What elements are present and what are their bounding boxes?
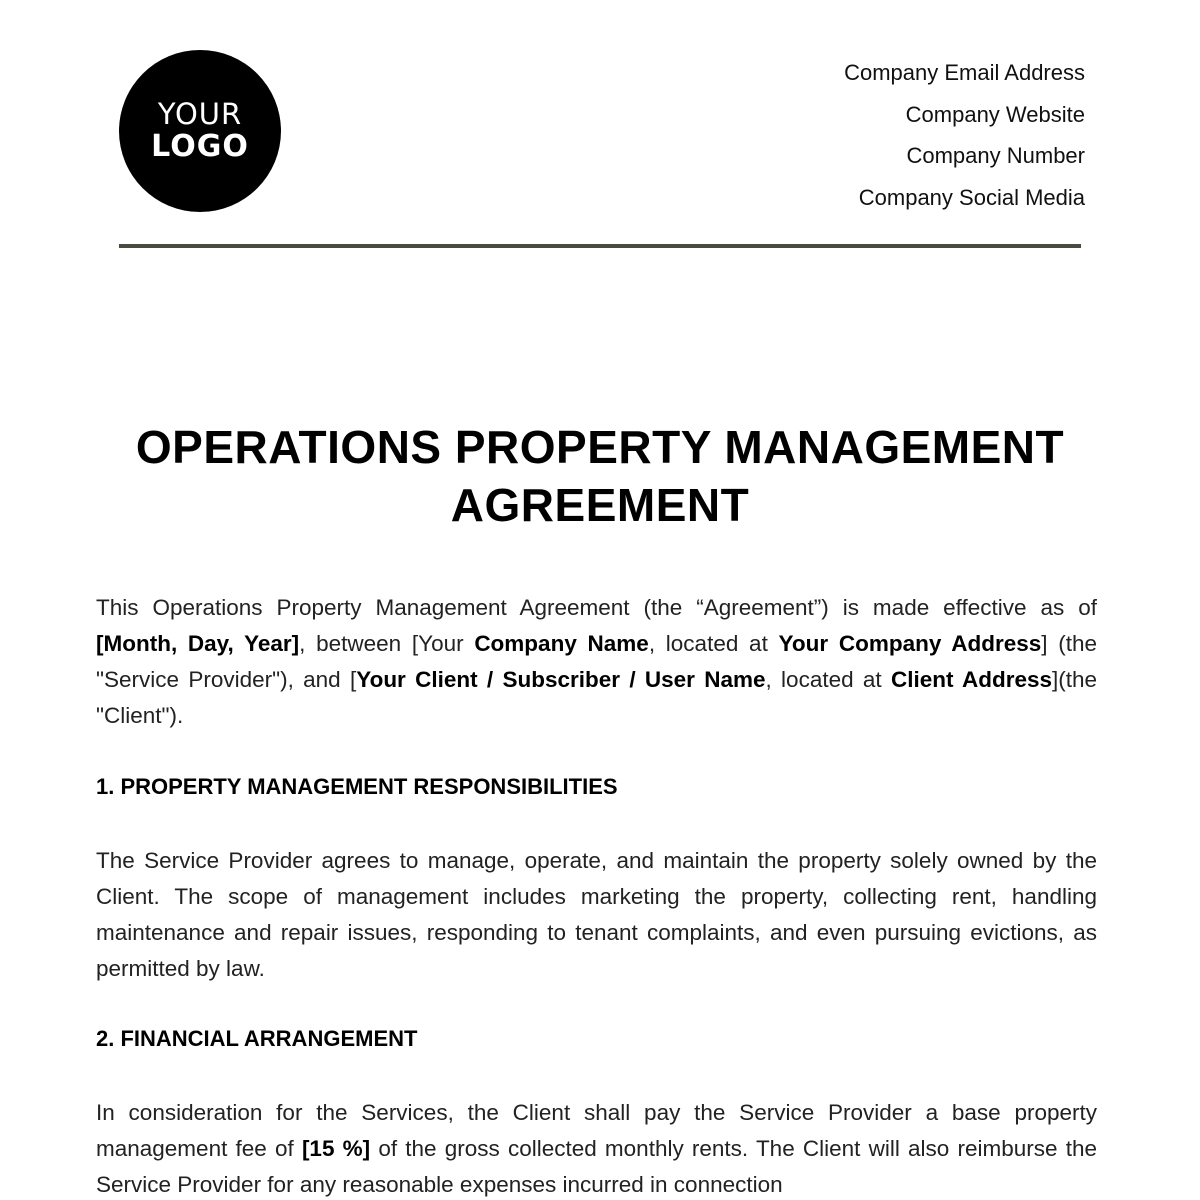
company-number: Company Number [906,143,1085,168]
section-heading-responsibilities: 1. PROPERTY MANAGEMENT RESPONSIBILITIES [96,774,618,799]
section-heading-financial: 2. FINANCIAL ARRANGEMENT [96,1026,418,1051]
logo-text-your: YOUR [157,97,243,131]
fee-percentage-placeholder: [15 %] [301,1136,371,1161]
section-body-responsibilities: The Service Provider agrees to manage, operate, and maintain the property solely owned by the Client. The scope of management includes marketing the property, collecting rent, handling maintenance and repair issues, responding to tenant complaints, and even pursuing evictions, as permitted by law. [96,848,1097,981]
client-name-placeholder: Your Client / Subscriber / User Name [356,667,766,692]
company-address-placeholder: Your Company Address [778,631,1042,656]
company-email: Company Email Address [844,60,1085,85]
logo-text-logo: LOGO [151,129,249,164]
intro-text-4: ] (the "Service Provider"), and [ [96,631,1097,692]
company-social-media: Company Social Media [858,184,1085,210]
financial-text-1: In consideration for the Services, the Client shall pay the Service Provider a base property management fee of [96,1100,1097,1161]
section-body-financial [96,1095,1097,1200]
intro-text-5: , located at [765,667,891,692]
company-contact-block [844,52,1085,218]
financial-text-2: of the gross collected monthly rents. The Client will also reimburse the Service Provider for any reasonable expenses incurred in connection [96,1136,1097,1197]
intro-text-3: , located at [648,631,779,656]
header-divider [119,244,1081,248]
intro-text-1: This Operations Property Management Agreement (the “Agreement”) is made effective as of [96,595,1097,620]
document-title: OPERATIONS PROPERTY MANAGEMENT AGREEMENT [135,421,1065,531]
company-name-placeholder: Company Name [474,631,649,656]
effective-date-placeholder: [Month, Day, Year] [96,631,300,656]
intro-text-6: ](the "Client"). [96,667,1098,728]
company-logo [119,50,281,212]
intro-paragraph [96,590,1097,734]
company-website: Company Website [905,101,1085,127]
intro-text-2: , between [Your [299,631,475,656]
client-address-placeholder: Client Address [890,667,1052,692]
